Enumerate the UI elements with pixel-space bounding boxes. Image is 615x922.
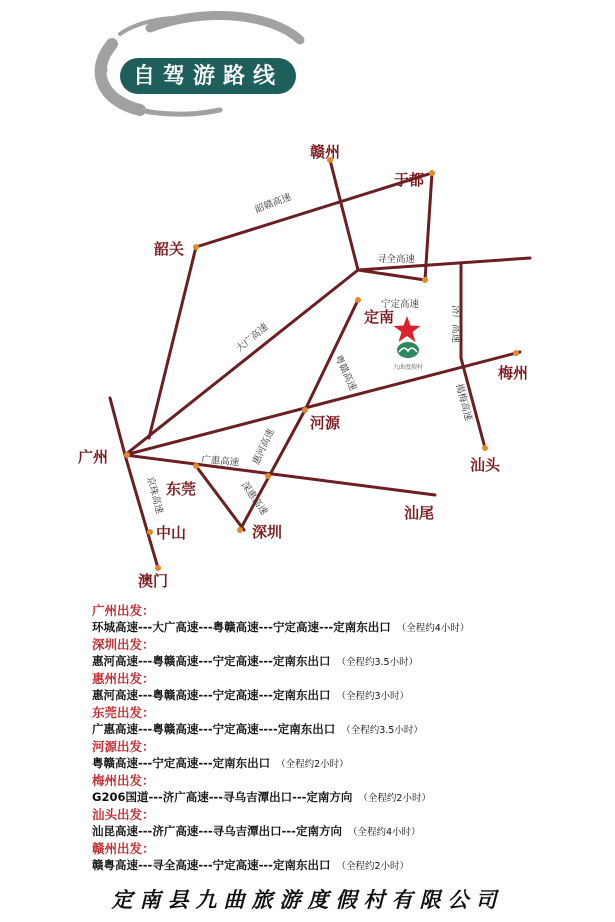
city-shantou: 汕头 [470,456,501,474]
junction-huizhou [265,473,271,479]
road-label-daguang: 大广高速 [234,321,271,355]
resort-caption: 九曲度假村 [392,364,424,371]
junction-shenzhen [237,527,243,533]
page-title: 自驾游路线 [120,58,296,94]
city-heyuan: 河源 [310,414,341,432]
road-guangzhou-north [110,398,125,455]
route-path: 粤赣高速---宁定高速---定南东出口 （全程约2小时） [92,756,349,770]
city-shenzhen: 深圳 [252,523,283,541]
route-list [92,602,602,874]
city-guangzhou: 广州 [78,448,109,466]
route-duration: （全程约4小时） [347,827,421,838]
route-item [92,704,602,738]
route-item [92,806,602,840]
city-dingnan: 定南 [364,308,395,326]
road-label-xunquan: 寻全高速 [376,254,416,265]
route-origin: 深圳出发： [92,637,155,652]
route-path: 环城高速---大广高速---粤赣高速---宁定高速---定南东出口 （全程约4小时） [92,620,470,634]
city-ganzhou: 赣州 [310,143,341,161]
junction-guangzhou [124,452,130,458]
junction-heyuan [302,407,308,413]
route-duration: （全程约2小时） [336,861,410,872]
route-path: G206国道---济广高速---寻乌吉潭出口---定南方向 （全程约2小时） [92,790,431,804]
city-shanwei: 汕尾 [404,504,435,522]
city-dongguan: 东莞 [166,480,197,498]
city-macau: 澳门 [138,572,169,590]
city-yudu: 于都 [394,171,425,189]
route-item [92,636,602,670]
route-item [92,602,602,636]
junction-dingnan [355,297,361,303]
route-path: 广惠高速---粤赣高速---宁定高速----定南东出口 （全程约3.5小时） [92,722,423,736]
route-item [92,670,602,704]
road-label-shaogan: 韶赣高速 [253,191,293,216]
route-path: 惠河高速---粤赣高速---宁定高速---定南东出口 （全程约3.5小时） [92,654,419,668]
road-label-shenhui: 深惠高速 [238,479,270,518]
road-label-ningding: 宁定高速 [380,299,420,310]
route-duration: （全程约3.5小时） [341,725,423,736]
route-origin: 汕头出发： [92,807,155,822]
road-label-jiguang: 济广高速 [450,304,461,344]
junction-ningding-east [422,277,428,283]
road-shenhui [196,466,244,530]
route-origin: 东莞出发： [92,705,155,720]
route-duration: （全程约3小时） [336,691,410,702]
road-ningding [358,270,425,280]
route-origin: 梅州出发： [92,773,155,788]
route-path: 赣粤高速---寻全高速---宁定高速---定南东出口 （全程约2小时） [92,858,410,872]
route-origin: 赣州出发： [92,841,155,856]
road-yuegan [305,300,358,410]
road-labels [144,191,475,518]
route-duration: （全程约2小时） [358,793,431,804]
city-zhongshan: 中山 [156,524,187,542]
route-duration: （全程约3.5小时） [336,657,419,668]
route-item [92,772,602,806]
road-ganzhou-dingnan [330,160,358,270]
city-meizhou: 梅州 [498,364,529,382]
route-item [92,840,602,874]
route-origin: 河源出发： [92,739,155,754]
road-label-guanghui: 广惠高速 [200,454,240,469]
junctions [124,157,519,571]
route-duration: （全程约4小时） [396,623,470,634]
route-origin: 惠州出发： [92,671,155,686]
roads [110,160,530,568]
company-name: 定南县九曲旅游度假村有限公司 [111,887,504,912]
junction-dongguan [193,463,199,469]
junction-zhongshan [147,529,153,535]
junction-macau [155,565,161,571]
destination-star-icon [394,316,421,342]
resort-logo-icon [397,342,419,358]
route-origin: 广州出发： [92,603,155,618]
road-label-yuegan: 粤赣高速 [332,353,359,393]
route-path: 惠河高速---粤赣高速---宁定高速---定南东出口 （全程约3小时） [92,688,410,702]
road-label-huihe: 惠河高速 [250,427,277,467]
road-label-jiemei: 揭梅高速 [453,382,474,423]
city-shaoguan: 韶关 [154,240,185,258]
junction-meizhou [513,350,519,356]
junction-shaoguan [193,244,199,250]
junction-yudu [429,170,435,176]
route-duration: （全程约2小时） [276,759,349,770]
route-path: 汕昆高速---济广高速---寻乌吉潭出口---定南方向 （全程约4小时） [92,824,421,838]
road-label-jingzhu: 京珠高速 [144,475,165,516]
road-shaoguan-guangzhou [149,247,196,438]
junction-shantou [482,445,488,451]
route-item [92,738,602,772]
